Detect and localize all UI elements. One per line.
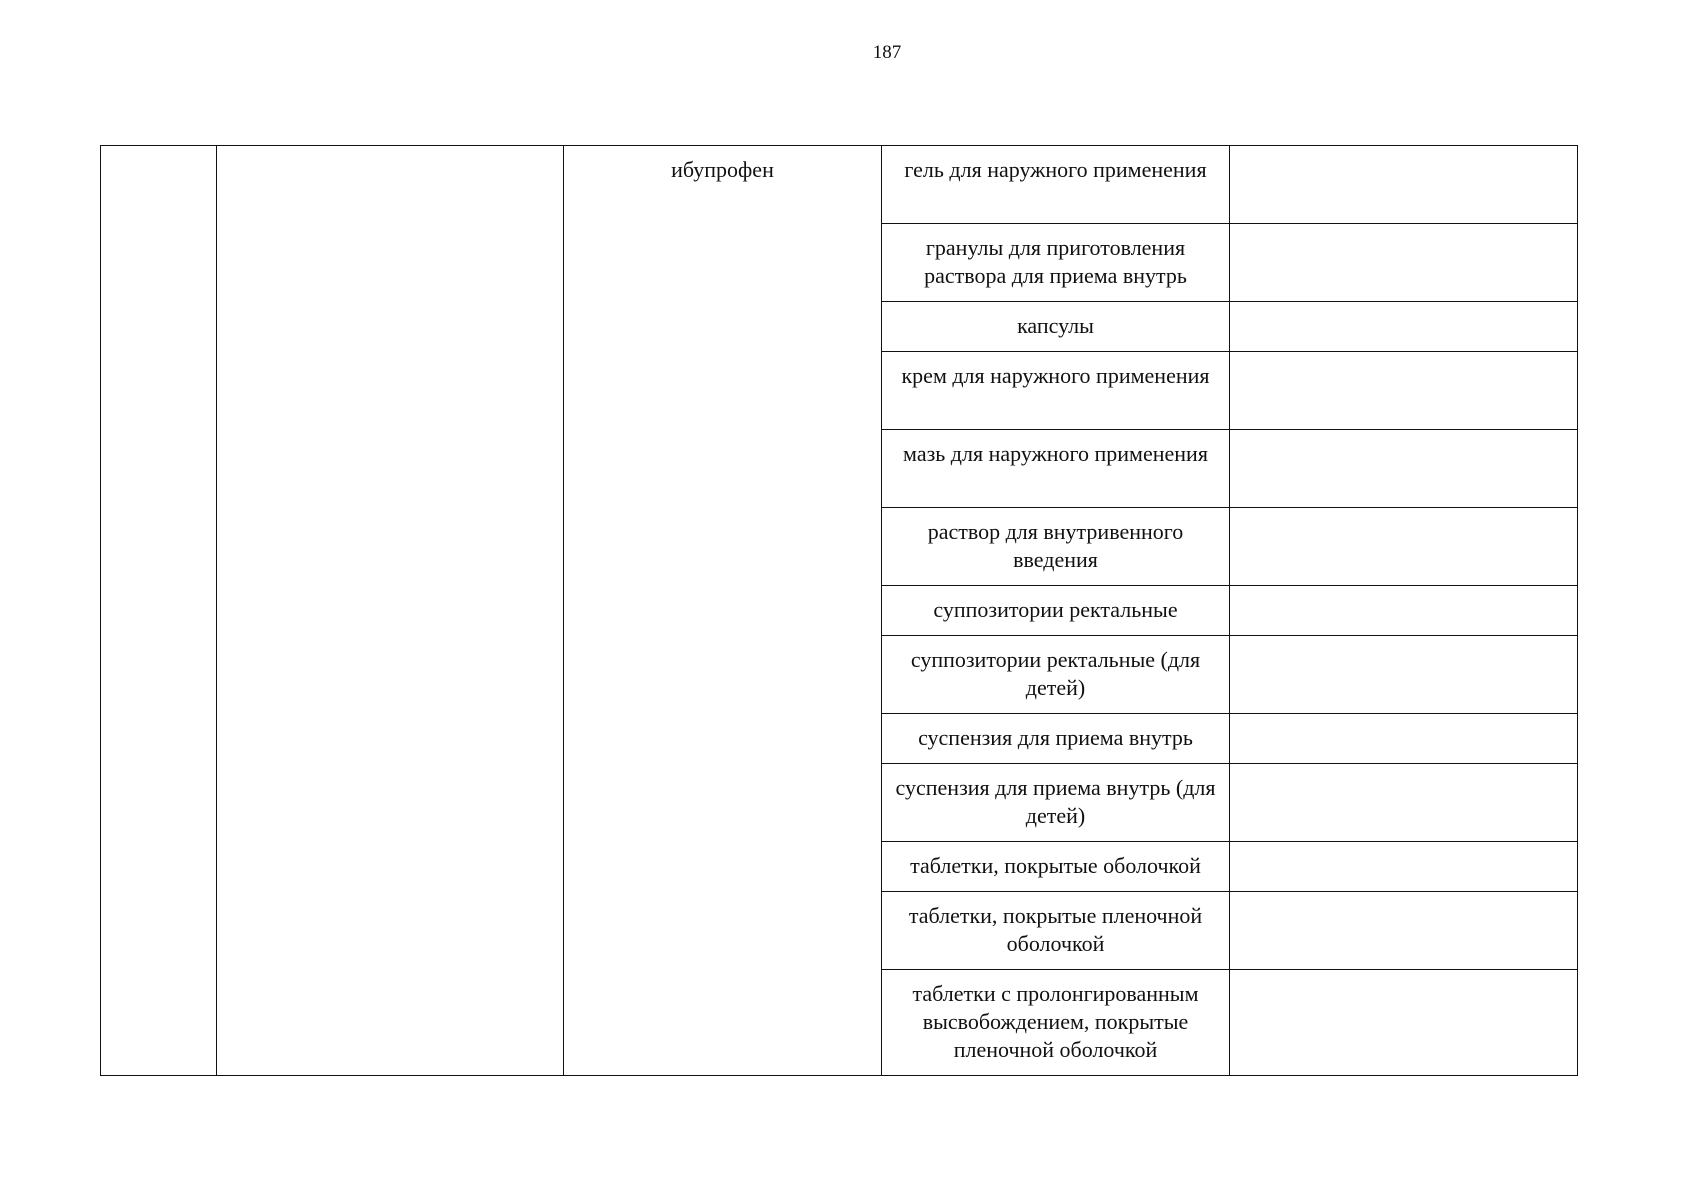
notes-cell <box>1230 224 1578 302</box>
dosage-form-cell: таблетки, покрытые оболочкой <box>882 842 1230 892</box>
group-cell <box>217 146 564 1076</box>
notes-cell <box>1230 636 1578 714</box>
dosage-form-cell: капсулы <box>882 302 1230 352</box>
notes-cell <box>1230 430 1578 508</box>
dosage-form-cell: крем для наружного применения <box>882 352 1230 430</box>
drug-table <box>100 145 1578 1076</box>
notes-cell <box>1230 352 1578 430</box>
notes-cell <box>1230 146 1578 224</box>
dosage-form-cell: мазь для наружного применения <box>882 430 1230 508</box>
notes-cell <box>1230 508 1578 586</box>
dosage-form-cell: гранулы для приготовления раствора для приема внутрь <box>882 224 1230 302</box>
notes-cell <box>1230 892 1578 970</box>
drug-name-cell: ибупрофен <box>564 146 882 1076</box>
dosage-form-cell: суппозитории ректальные <box>882 586 1230 636</box>
notes-cell <box>1230 586 1578 636</box>
dosage-form-cell: суспензия для приема внутрь (для детей) <box>882 764 1230 842</box>
page-number: 187 <box>872 42 902 63</box>
dosage-form-cell: суппозитории ректальные (для детей) <box>882 636 1230 714</box>
notes-cell <box>1230 764 1578 842</box>
dosage-form-cell: таблетки с пролонгированным высвобождением, покрытые пленочной оболочкой <box>882 970 1230 1076</box>
table-row <box>101 146 1578 224</box>
dosage-form-cell: суспензия для приема внутрь <box>882 714 1230 764</box>
notes-cell <box>1230 970 1578 1076</box>
notes-cell <box>1230 842 1578 892</box>
notes-cell <box>1230 714 1578 764</box>
number-cell <box>101 146 217 1076</box>
table-body <box>101 146 1578 1076</box>
notes-cell <box>1230 302 1578 352</box>
dosage-form-cell: таблетки, покрытые пленочной оболочкой <box>882 892 1230 970</box>
dosage-form-cell: гель для наружного применения <box>882 146 1230 224</box>
dosage-form-cell: раствор для внутривенного введения <box>882 508 1230 586</box>
